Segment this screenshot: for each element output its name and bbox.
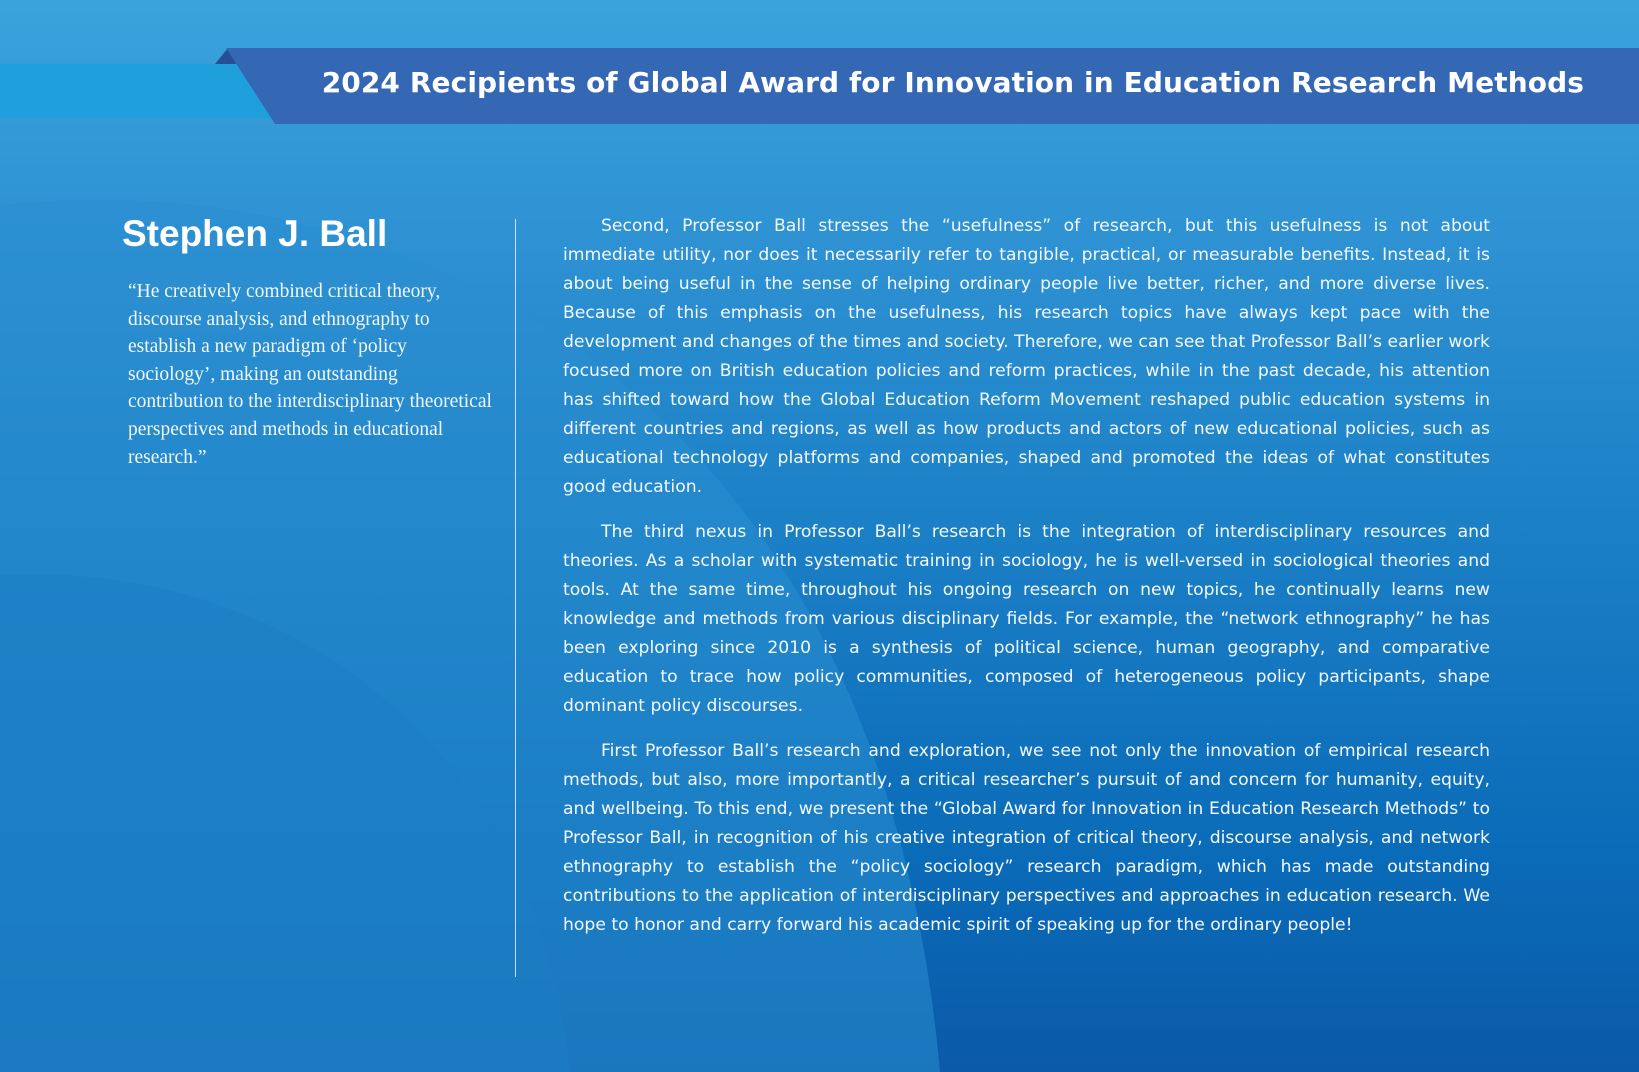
banner-left-tab: [0, 64, 275, 118]
paragraph-usefulness: Second, Professor Ball stresses the “usefulness” of research, but this usefulness is not about immediate utility, nor does it necessarily refer to tangible, practical, or measurable benefits. Instead, it is about being useful in the sense of helping ordinary people live better, richer, and more diverse lives. Because of this emphasis on the usefulness, his research topics have always kept pace with the development and changes of the times and society. Therefore, we can see that Professor Ball’s earlier work focused more on British education policies and reform practices, while in the past decade, his attention has shifted toward how the Global Education Reform Movement reshaped public education systems in different countries and regions, as well as how products and actors of new educational policies, such as educational technology platforms and companies, shaped and promoted the ideas of what constitutes good education.: [563, 216, 1490, 497]
banner-shape: [0, 0, 1639, 130]
recipient-panel: [122, 212, 492, 471]
paragraph-award-recognition: First Professor Ball’s research and exploration, we see not only the innovation of empirical research methods, but also, more importantly, a critical researcher’s pursuit of and concern for humanity, equity, and wellbeing. To this end, we present the “Global Award for Innovation in Education Research Methods” to Professor Ball, in recognition of his creative integration of critical theory, discourse analysis, and network ethnography to establish the “policy sociology” research paradigm, which has made outstanding contributions to the application of interdisciplinary perspectives and approaches in education research. We hope to honor and carry forward his academic spirit of speaking up for the ordinary people!: [563, 741, 1490, 935]
page-title: 2024 Recipients of Global Award for Innovation in Education Research Methods: [321, 66, 1584, 99]
paragraph-interdisciplinary: The third nexus in Professor Ball’s research is the integration of interdisciplinary resources and theories. As a scholar with systematic training in sociology, he is well-versed in sociological theories and tools. At the same time, throughout his ongoing research on new topics, he continually learns new knowledge and methods from various disciplinary fields. For example, the “network ethnography” he has been exploring since 2010 is a synthesis of political science, human geography, and comparative education to trace how policy communities, composed of heterogeneous policy participants, shape dominant policy discourses.: [563, 522, 1490, 716]
recipient-quote: “He creatively combined critical theory, discourse analysis, and ethnography to establish a new paradigm of ‘policy sociology’, making an outstanding contribution to the interdisciplinary theoretical perspectives and methods in educational research.”: [128, 281, 492, 468]
column-divider: [515, 219, 516, 977]
citation-body: [563, 212, 1490, 956]
recipient-name: Stephen J. Ball: [122, 213, 388, 254]
title-banner: [0, 0, 1639, 130]
